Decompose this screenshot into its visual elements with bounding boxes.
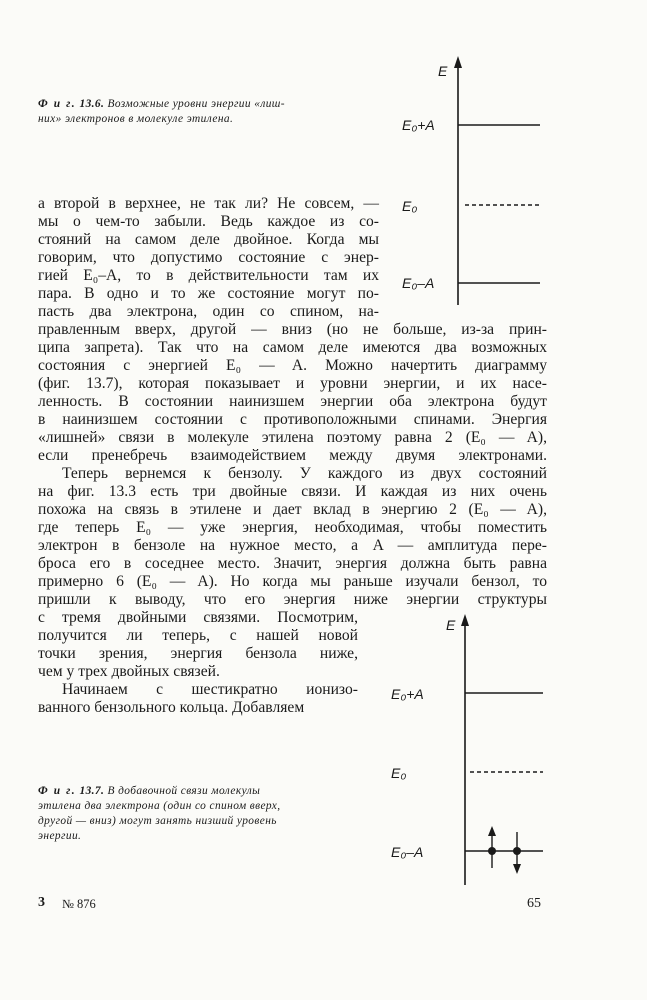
text-line: в наинизшем состоянии с противоположными спинами. Энергия [38, 411, 547, 428]
text-line: на фиг. 13.3 есть три двойные связи. И каждая из них очень [38, 483, 547, 500]
caption-text: другой — вниз) могут занять низший уровень [38, 815, 277, 827]
text-line: пришли к выводу, что его энергия ниже энергии структуры [38, 591, 547, 608]
text-line: мы о чем-то забыли. Ведь каждое из со- [38, 213, 379, 230]
paragraph-start: Теперь вернемся к бензолу. У каждого из двух состояний [62, 465, 547, 482]
text-line: ванного бензольного кольца. Добавляем [38, 699, 305, 716]
caption-lead: Ф и г. [38, 98, 77, 110]
page-number: 65 [527, 896, 541, 911]
text-line: чем у трех двойных связей. [38, 663, 220, 680]
text-line: стояний на самом деле двойное. Когда мы [38, 231, 379, 248]
caption-number: 13.6. [79, 98, 105, 110]
level-mid-label: E₀ [402, 198, 418, 214]
paragraph-start: Начинаем с шестикратно ионизо- [62, 681, 358, 698]
text-line: (фиг. 13.7), которая показывает и уровни энергии, и их насе- [38, 375, 547, 392]
text-line: похожа на связь в этилене и дает вклад в энергию 2 (E₀ — A), [38, 501, 547, 518]
level-top-label-2: E₀+A [391, 686, 424, 702]
level-top-label: E₀+A [402, 117, 435, 133]
caption-text: Возможные уровни энергии «лиш- [107, 98, 285, 110]
text-line: точки зрения, энергия бензола ниже, [38, 645, 358, 662]
text-line: ленность. В состоянии наинизшем энергии оба электрона будут [38, 393, 547, 410]
text-line: где теперь E₀ — уже энергия, необходимая, чтобы поместить [38, 519, 547, 536]
electron-spin-down-icon [513, 832, 521, 874]
electron-spin-up-icon [488, 826, 496, 868]
text-line: пасть два электрона, один со спином, на- [38, 303, 379, 320]
text-line: правленным вверх, другой — вниз (но не больше, из-за прин- [38, 321, 547, 338]
text-line: броса его в соседнее место. Значит, энергия должна быть равна [38, 555, 547, 572]
level-bottom-label: E₀–A [402, 275, 435, 291]
level-bottom-label-2: E₀–A [391, 844, 424, 860]
text-line: «лишней» связи в молекуле этилена поэтому равна 2 (E₀ — A), [38, 429, 547, 446]
caption-text: В добавочной связи молекулы [107, 785, 261, 797]
caption-lead: Ф и г. [38, 785, 77, 797]
text-line: с тремя двойными связями. Посмотрим, [38, 609, 358, 626]
signature-mark: 3 [38, 895, 45, 910]
axis-label: E [438, 63, 448, 79]
caption-text: энергии. [38, 830, 82, 842]
text-line: если пренебречь взаимодействием между двумя электронами. [38, 447, 547, 464]
text-line: говорим, что допустимо состояние с энер- [38, 249, 379, 266]
caption-number: 13.7. [79, 785, 105, 797]
text-line: ципа запрета). Так что на самом деле имеются два возможных [38, 339, 547, 356]
axis-arrow-icon [454, 56, 462, 68]
text-line: гией E₀–A, то в действительности там их [38, 267, 379, 284]
level-mid-label-2: E₀ [391, 765, 407, 781]
order-number: № 876 [62, 897, 96, 911]
text-line: а второй в верхнее, не так ли? Не совсем, — [38, 195, 379, 212]
caption-text: этилена два электрона (один со спином вверх, [38, 800, 281, 812]
text-line: электрон в бензоле на нужное место, а A — амплитуда пере- [38, 537, 547, 554]
text-line: пара. В одно и то же состояние могут по- [38, 285, 379, 302]
fig-13-7-caption [38, 784, 368, 844]
text-line: получится ли теперь, с нашей новой [38, 627, 358, 644]
text-line: примерно 6 (E₀ — A). Но когда мы раньше изучали бензол, то [38, 573, 547, 590]
axis-label-2: E [446, 617, 456, 633]
axis-arrow-icon [461, 614, 469, 626]
caption-text-2: них» электронов в молекуле этилена. [38, 113, 234, 125]
text-line: состояния с энергией E₀ — A. Можно начертить диаграмму [38, 357, 547, 374]
fig-13-6-caption [38, 97, 378, 127]
